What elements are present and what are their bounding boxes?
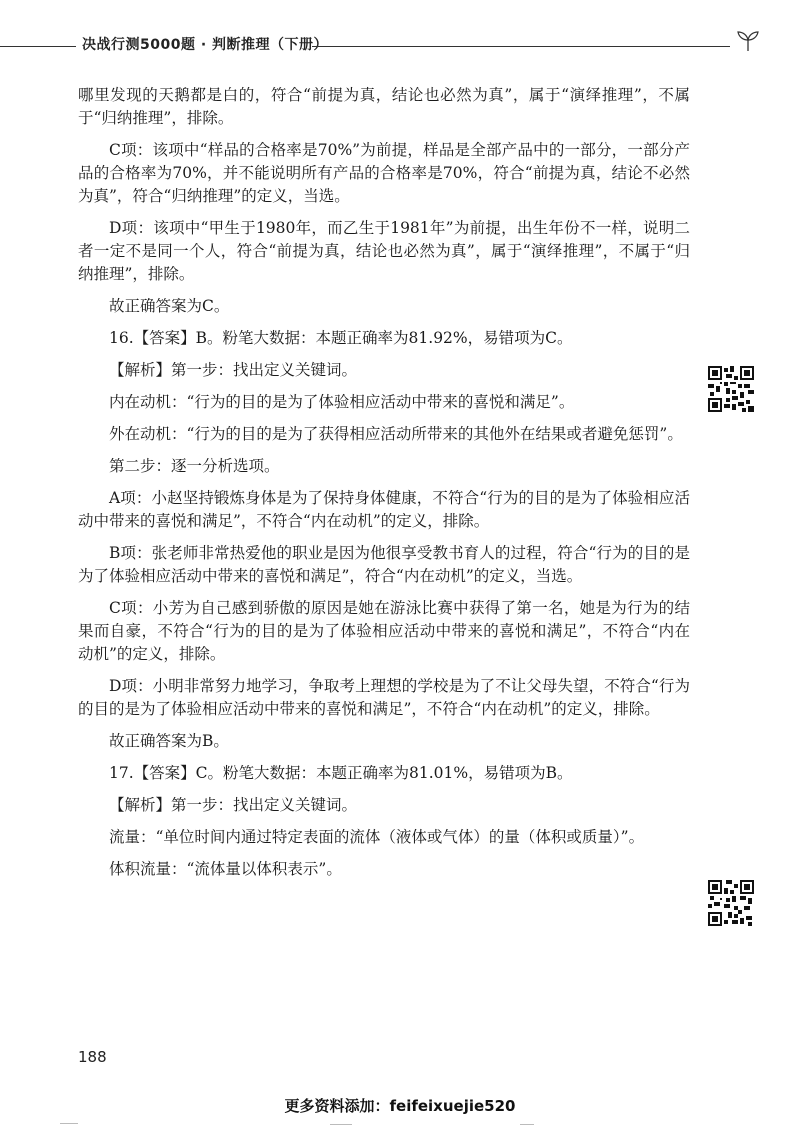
paragraph: 流量：“单位时间内通过特定表面的流体（液体或气体）的量（体积或质量）”。: [109, 828, 645, 846]
paragraph: 故正确答案为B。: [109, 732, 229, 750]
page-body: [78, 84, 690, 890]
paragraph: 内在动机：“行为的目的是为了体验相应活动中带来的喜悦和满足”。: [109, 393, 575, 411]
scan-noise: [330, 1124, 352, 1125]
footer-note: 更多资料添加：feifeixuejie520: [284, 1097, 516, 1115]
paragraph: 外在动机：“行为的目的是为了获得相应活动所带来的其他外在结果或者避免惩罚”。: [109, 425, 683, 443]
header-title: 决战行测5000题 · 判断推理（下册）: [82, 37, 329, 53]
paragraph: A项：小赵坚持锻炼身体是为了保持身体健康，不符合“行为的目的是为了体验相应活动中带来的喜悦和满足”，不符合“内在动机”的定义，排除。: [78, 489, 690, 530]
scan-noise: [520, 1124, 534, 1125]
paragraph: C项：该项中“样品的合格率是70%”为前提，样品是全部产品中的一部分，一部分产品的合格率为70%，并不能说明所有产品的合格率是70%，符合“前提为真，结论不必然为真”，符合“归纳推理”的定义，当选。: [78, 141, 690, 205]
page-number: 188: [78, 1048, 107, 1066]
qr-code-icon[interactable]: [708, 880, 754, 926]
paragraph: B项：张老师非常热爱他的职业是因为他很享受教书育人的过程，符合“行为的目的是为了体验相应活动中带来的喜悦和满足”，符合“内在动机”的定义，当选。: [78, 544, 690, 585]
answer-17: 17.【答案】C。粉笔大数据：本题正确率为81.01%，易错项为B。: [109, 764, 573, 782]
header-rule-left: [0, 46, 76, 47]
analysis-heading: 【解析】第一步：找出定义关键词。: [109, 361, 358, 379]
paragraph: 故正确答案为C。: [109, 297, 230, 315]
header-rule-right: [312, 46, 730, 47]
qr-code-icon[interactable]: [708, 366, 754, 412]
leaf-sprout-icon: [733, 30, 763, 52]
paragraph: 第二步：逐一分析选项。: [109, 457, 280, 475]
paragraph: D项：该项中“甲生于1980年，而乙生于1981年”为前提，出生年份不一样，说明二者一定不是同一个人，符合“前提为真，结论也必然为真”，属于“演绎推理”，不属于“归纳推理”，排除。: [78, 219, 690, 283]
scan-noise: [60, 1123, 78, 1124]
paragraph: 体积流量：“流体量以体积表示”。: [109, 860, 342, 878]
paragraph: 哪里发现的天鹅都是白的，符合“前提为真，结论也必然为真”，属于“演绎推理”，不属于“归纳推理”，排除。: [78, 86, 690, 127]
analysis-heading: 【解析】第一步：找出定义关键词。: [109, 796, 358, 814]
paragraph: D项：小明非常努力地学习，争取考上理想的学校是为了不让父母失望，不符合“行为的目的是为了体验相应活动中带来的喜悦和满足”，不符合“内在动机”的定义，排除。: [78, 677, 690, 718]
paragraph: C项：小芳为自己感到骄傲的原因是她在游泳比赛中获得了第一名，她是为行为的结果而自豪，不符合“行为的目的是为了体验相应活动中带来的喜悦和满足”，不符合“内在动机”的定义，排除。: [78, 599, 690, 663]
answer-16: 16.【答案】B。粉笔大数据：本题正确率为81.92%，易错项为C。: [109, 329, 573, 347]
